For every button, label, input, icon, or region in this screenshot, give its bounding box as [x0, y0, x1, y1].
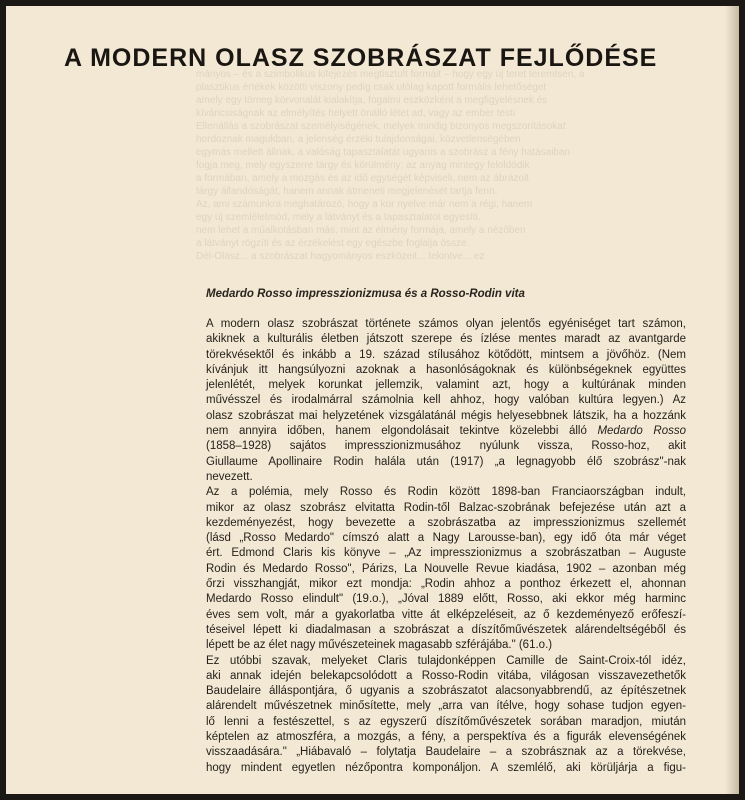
text-line: Az a polémia, mely Rosso és Rodin között 1898-ban Franciaországban indult,: [206, 486, 686, 499]
text-line: akiknek a kulturális életben játszott szerepe és ízlése mentes maradt az avantgarde: [206, 333, 686, 346]
text-line: jelenlétét, melyek korunkat jellemzik, valamint azt, hogy a kultúrának minden: [206, 379, 686, 392]
show-through-text: mányos – és a szimbolikus kifejezés megtisztult formáit – hogy egy új teret teremtsen, a plasztikus értékek közötti viszony pedig csak utólag kapott formális lehetőséget amely egy tömeg körvonalát kialakítja, fogalmi eszközként a megfigyelésnek és kíváncsiságnak az elmélyítés helyett önálló létet ad, vagy az ember testi Ellenállás a szobrászat személyiségének, melyek mindig bizonyos megszorításokat hordoznak magukban, a jelenség érzéki tulajdonságai, közvetlenségében egymás mellett állnak, a valóság tapasztalatát ugyanis a szobrász a fény hatásaiban fogja meg, mely egyszerre tárgy és körülmény; az anyag mintegy feloldódik a formában, amely a mozgás és az idő egységét képviseli, nem az ábrázolt tárgy állandóságát, hanem annak átmeneti megjelenését tartja fenn. Az, ami számunkra meghatározó, hogy a kor nyelve már nem a régi, hanem egy új szemléletmód, mely a látványt és a tapasztalatot egyesíti. nem lehet a műalkotásban más, mint az élmény formája, amely a nézőben a látványt rögzíti és az érzékelést egy egészbe foglalja össze. Dél-Olasz... a szobrászat hagyományos eszközeit... tekintve... ez: [196, 69, 585, 262]
text-line: Medardo Rosso elindult" (19.o.), „Jóval 1889 előtt, Rosso, aki ekkor még harminc: [206, 593, 686, 606]
text-line: aki annak idején belekapcsolódott a Rosso-Rodin vitába, világosan visszavezethetők: [206, 669, 686, 682]
text-line: A modern olasz szobrászat története számos olyan jelentős egyéniséget tart számon,: [206, 318, 686, 330]
text-line: Giullaume Apollinaire Rodin halála után (1917) „a legnagyobb élő szobrász"-nak: [206, 455, 686, 468]
text-line: művésszel és irodalmárral számolnia kell ahhoz, hogy valóban kultúra legyen.) Az: [206, 394, 686, 407]
text-line: Ez utóbbi szavak, melyeket Claris tulajdonképpen Camille de Saint-Croix-tól idéz,: [206, 654, 686, 667]
text-line: törekvésektől és inkább a 19. század stílusához kötődött, mintsem a jövőhöz. (Nem: [206, 348, 686, 361]
page-title: A MODERN OLASZ SZOBRÁSZAT FEJLŐDÉSE: [64, 44, 658, 72]
text-line-part: nem annyira időben, hanem elgondolásait tekintve közelebbi álló Medardo Rosso: [206, 425, 686, 438]
text-line: őrzi visszhangját, mikor ezt mondja: „Rodin ahhoz a ponthoz érkezett el, ahonnan: [206, 578, 686, 591]
text-line: nevezett.: [206, 470, 253, 483]
text-line: téseivel lépett ki diadalmasan a szobrászat a díszítőművészetek alárendeltségéből és: [206, 623, 686, 636]
text-line: ért. Edmond Claris kis könyve – „Az impresszionizmus a szobrászatban – Auguste: [206, 547, 686, 560]
body-text: [206, 317, 686, 776]
text-line: lépett be az élet nagy művészeteinek magasabb szférájába." (61.o.): [206, 639, 553, 652]
text-line: Baudelaire álláspontjára, ő ugyanis a szobrászatot alacsonyabbrendű, az építészetnek: [206, 685, 686, 698]
text-line: hogy mindent egyetlen nézőpontra komponáljon. A szemlélő, aki körüljárja a figu-: [206, 761, 686, 774]
text-line: Rodin és Medardo Rosso", Párizs, La Nouvelle Revue kiadása, 1902 – azonban még: [206, 562, 686, 575]
text-line: éves sem volt, már a gyakorlatba vitte át elképzeléseit, az ő kezdeményező erőfeszí-: [206, 608, 686, 621]
section-subheading: Medardo Rosso impresszionizmusa és a Rosso-Rodin vita: [206, 288, 525, 300]
text-line: képtelen az atmoszféra, a mozgás, a fény, a perspektíva és a figurák elevenségének: [206, 731, 686, 744]
book-page: [6, 6, 739, 794]
text-line: kezdeményezést, hogy bevezette a szobrászatba az impresszionizmus szellemét: [206, 516, 686, 529]
page-gutter-shadow: [725, 6, 739, 794]
text-line: (1858–1928) sajátos impresszionizmusához nyúlunk vissza, Rosso-hoz, akit: [206, 440, 686, 453]
text-line: [206, 424, 686, 439]
text-line: olasz szobrászat mai helyzetének vizsgálatánál mégis helyesebbnek látszik, ha a hozzánk: [206, 409, 686, 422]
text-line: alárendelt művészetnek minősítette, mely „arra van ítélve, hogy sohase tudjon egyen-: [206, 700, 686, 713]
text-line: kívánjuk itt hangsúlyozni azoknak a hasonlóságoknak és különbségeknek együttes: [206, 363, 686, 376]
italic-name: Medardo Rosso: [597, 425, 686, 438]
text-line: visszaadására." „Hiábavaló – folytatja Baudelaire – a szobrásznak az a törekvése,: [206, 746, 686, 759]
text-line: lő lenni a festészettel, s az egyszerű díszítőművészetek sorában maradjon, miután: [206, 715, 686, 728]
text-line: (lásd „Rosso Medardo" címszó alatt a Nagy Larousse-ban), egy idő óta már véget: [206, 532, 686, 545]
text-line: mikor az olasz szobrász elvitatta Rodin-től Balzac-szobrának befejezése után azt a: [206, 501, 686, 514]
